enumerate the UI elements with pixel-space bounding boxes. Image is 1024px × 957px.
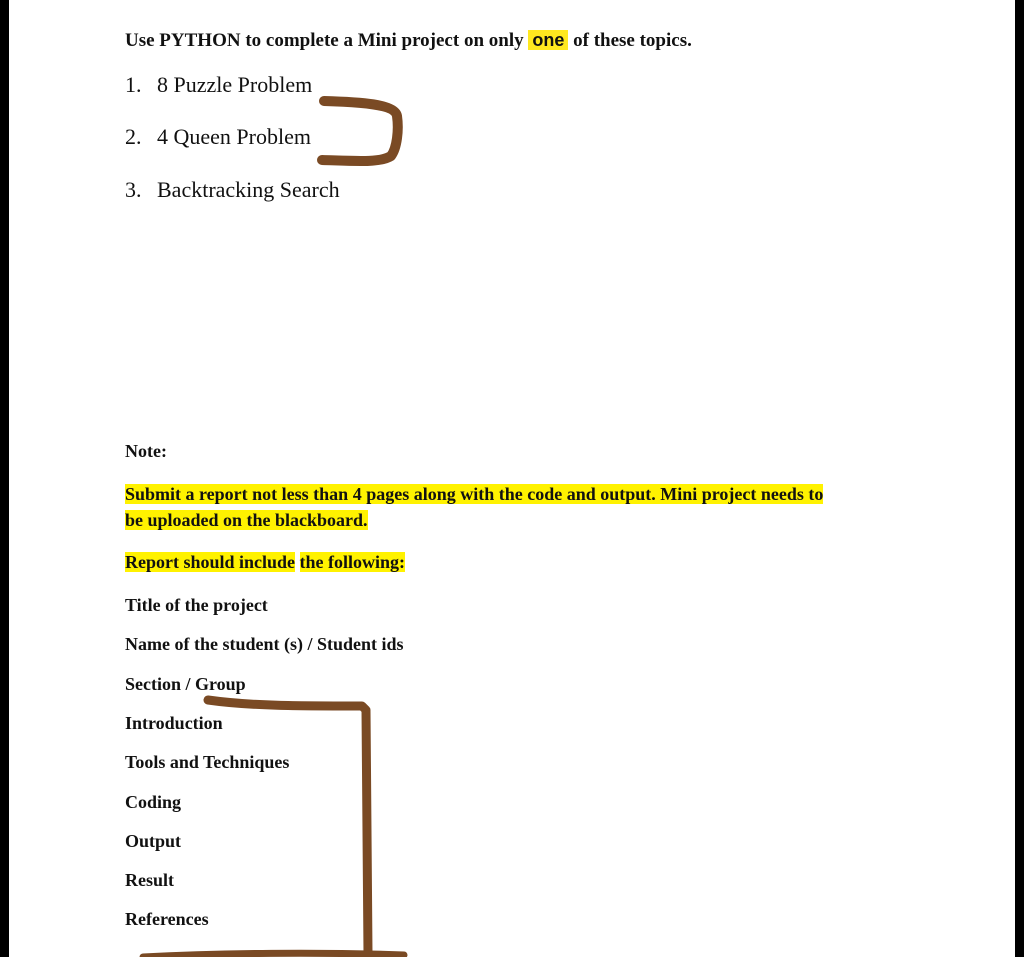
report-item-introduction: Introduction bbox=[125, 713, 223, 733]
report-item-section-group: Section / Group bbox=[125, 674, 246, 694]
intro-after: of these topics. bbox=[573, 30, 692, 51]
report-item-tools: Tools and Techniques bbox=[125, 752, 290, 772]
report-item-result: Result bbox=[125, 870, 174, 890]
report-item-coding: Coding bbox=[125, 792, 182, 812]
report-requirements-heading: Report should include the following: bbox=[125, 552, 406, 572]
report-item-output: Output bbox=[125, 831, 182, 851]
report-item-student-names: Name of the student (s) / Student ids bbox=[125, 634, 404, 654]
bracket-mark-bottom bbox=[143, 953, 404, 957]
topic-number: 2. bbox=[125, 124, 142, 149]
submit-instruction-line-1: Submit a report not less than 4 pages along with the code and output. Mini project needs to bbox=[125, 484, 824, 504]
topic-number: 1. bbox=[125, 72, 142, 97]
bracket-mark-report-items bbox=[208, 700, 368, 954]
topic-number: 3. bbox=[125, 177, 142, 202]
submit-instruction-line-2: be uploaded on the blackboard. bbox=[125, 510, 368, 530]
note-heading: Note: bbox=[125, 441, 167, 461]
report-item-references: References bbox=[125, 909, 209, 929]
intro-highlight-one: one bbox=[528, 30, 568, 50]
topic-label: 4 Queen Problem bbox=[157, 124, 311, 149]
topic-label: 8 Puzzle Problem bbox=[157, 72, 313, 97]
intro-before: Use PYTHON to complete a Mini project on only bbox=[125, 30, 524, 51]
report-item-title: Title of the project bbox=[125, 595, 268, 615]
topic-label: Backtracking Search bbox=[157, 177, 340, 202]
bracket-mark-topics bbox=[322, 101, 398, 161]
